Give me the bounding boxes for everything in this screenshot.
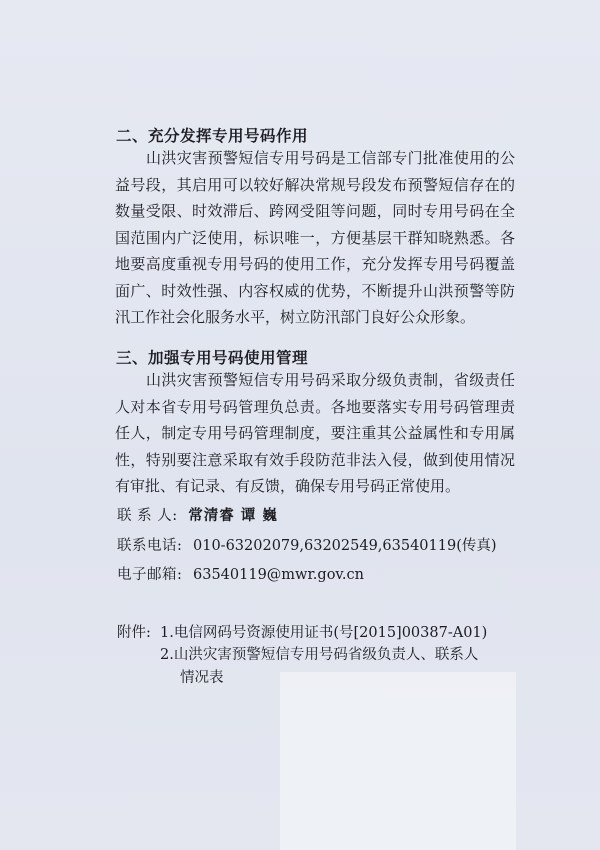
- contact-phone-label: 联系电话:: [117, 538, 183, 554]
- attachment-item-2-line-1: 2.山洪灾害预警短信专用号码省级负责人、联系人: [160, 647, 479, 663]
- attachment-item-1: 1.电信网码号资源使用证书(号[2015]00387-A01): [160, 625, 488, 641]
- section-2-heading: 二、充分发挥专用号码作用: [116, 127, 309, 145]
- contact-person-value: 常清睿 谭 巍: [188, 507, 278, 524]
- contact-email-value: 63540119@mwr.gov.cn: [193, 567, 364, 583]
- contact-person-row: [117, 504, 278, 525]
- contact-person-label: 联 系 人:: [117, 508, 178, 524]
- section-3-paragraph: 山洪灾害预警短信专用号码采取分级负责制，省级责任人对本省专用号码管理负总责。各地要落实专用号码管理责任人，制定专用号码管理制度，要注重其公益属性和专用属性，特别要注意采取有效手段防范非法入侵，做到使用情况有审批、有记录、有反馈，确保专用号码正常使用。: [115, 371, 515, 495]
- redacted-area: [280, 672, 516, 850]
- contact-phone-value: 010-63202079,63202549,63540119(传真): [193, 538, 497, 554]
- section-3-heading: 三、加强专用号码使用管理: [116, 349, 309, 367]
- attachments-label: 附件:: [117, 625, 151, 641]
- contact-email-row: [117, 563, 364, 584]
- section-2-paragraph: 山洪灾害预警短信专用号码是工信部专门批准使用的公益号段，其启用可以较好解决常规号段发布预警短信存在的数量受限、时效滞后、跨网受阻等问题，同时专用号码在全国范围内广泛使用，标识唯一，方便基层干群知晓熟悉。各地要高度重视专用号码的使用工作，充分发挥专用号码覆盖面广、时效性强、内容权威的优势，不断提升山洪预警等防汛工作社会化服务水平，树立防汛部门良好公众形象。: [115, 149, 515, 326]
- contact-email-label: 电子邮箱:: [117, 567, 183, 583]
- contact-phone-row: [117, 534, 497, 555]
- attachment-item-2-line-2: 情况表: [180, 670, 224, 686]
